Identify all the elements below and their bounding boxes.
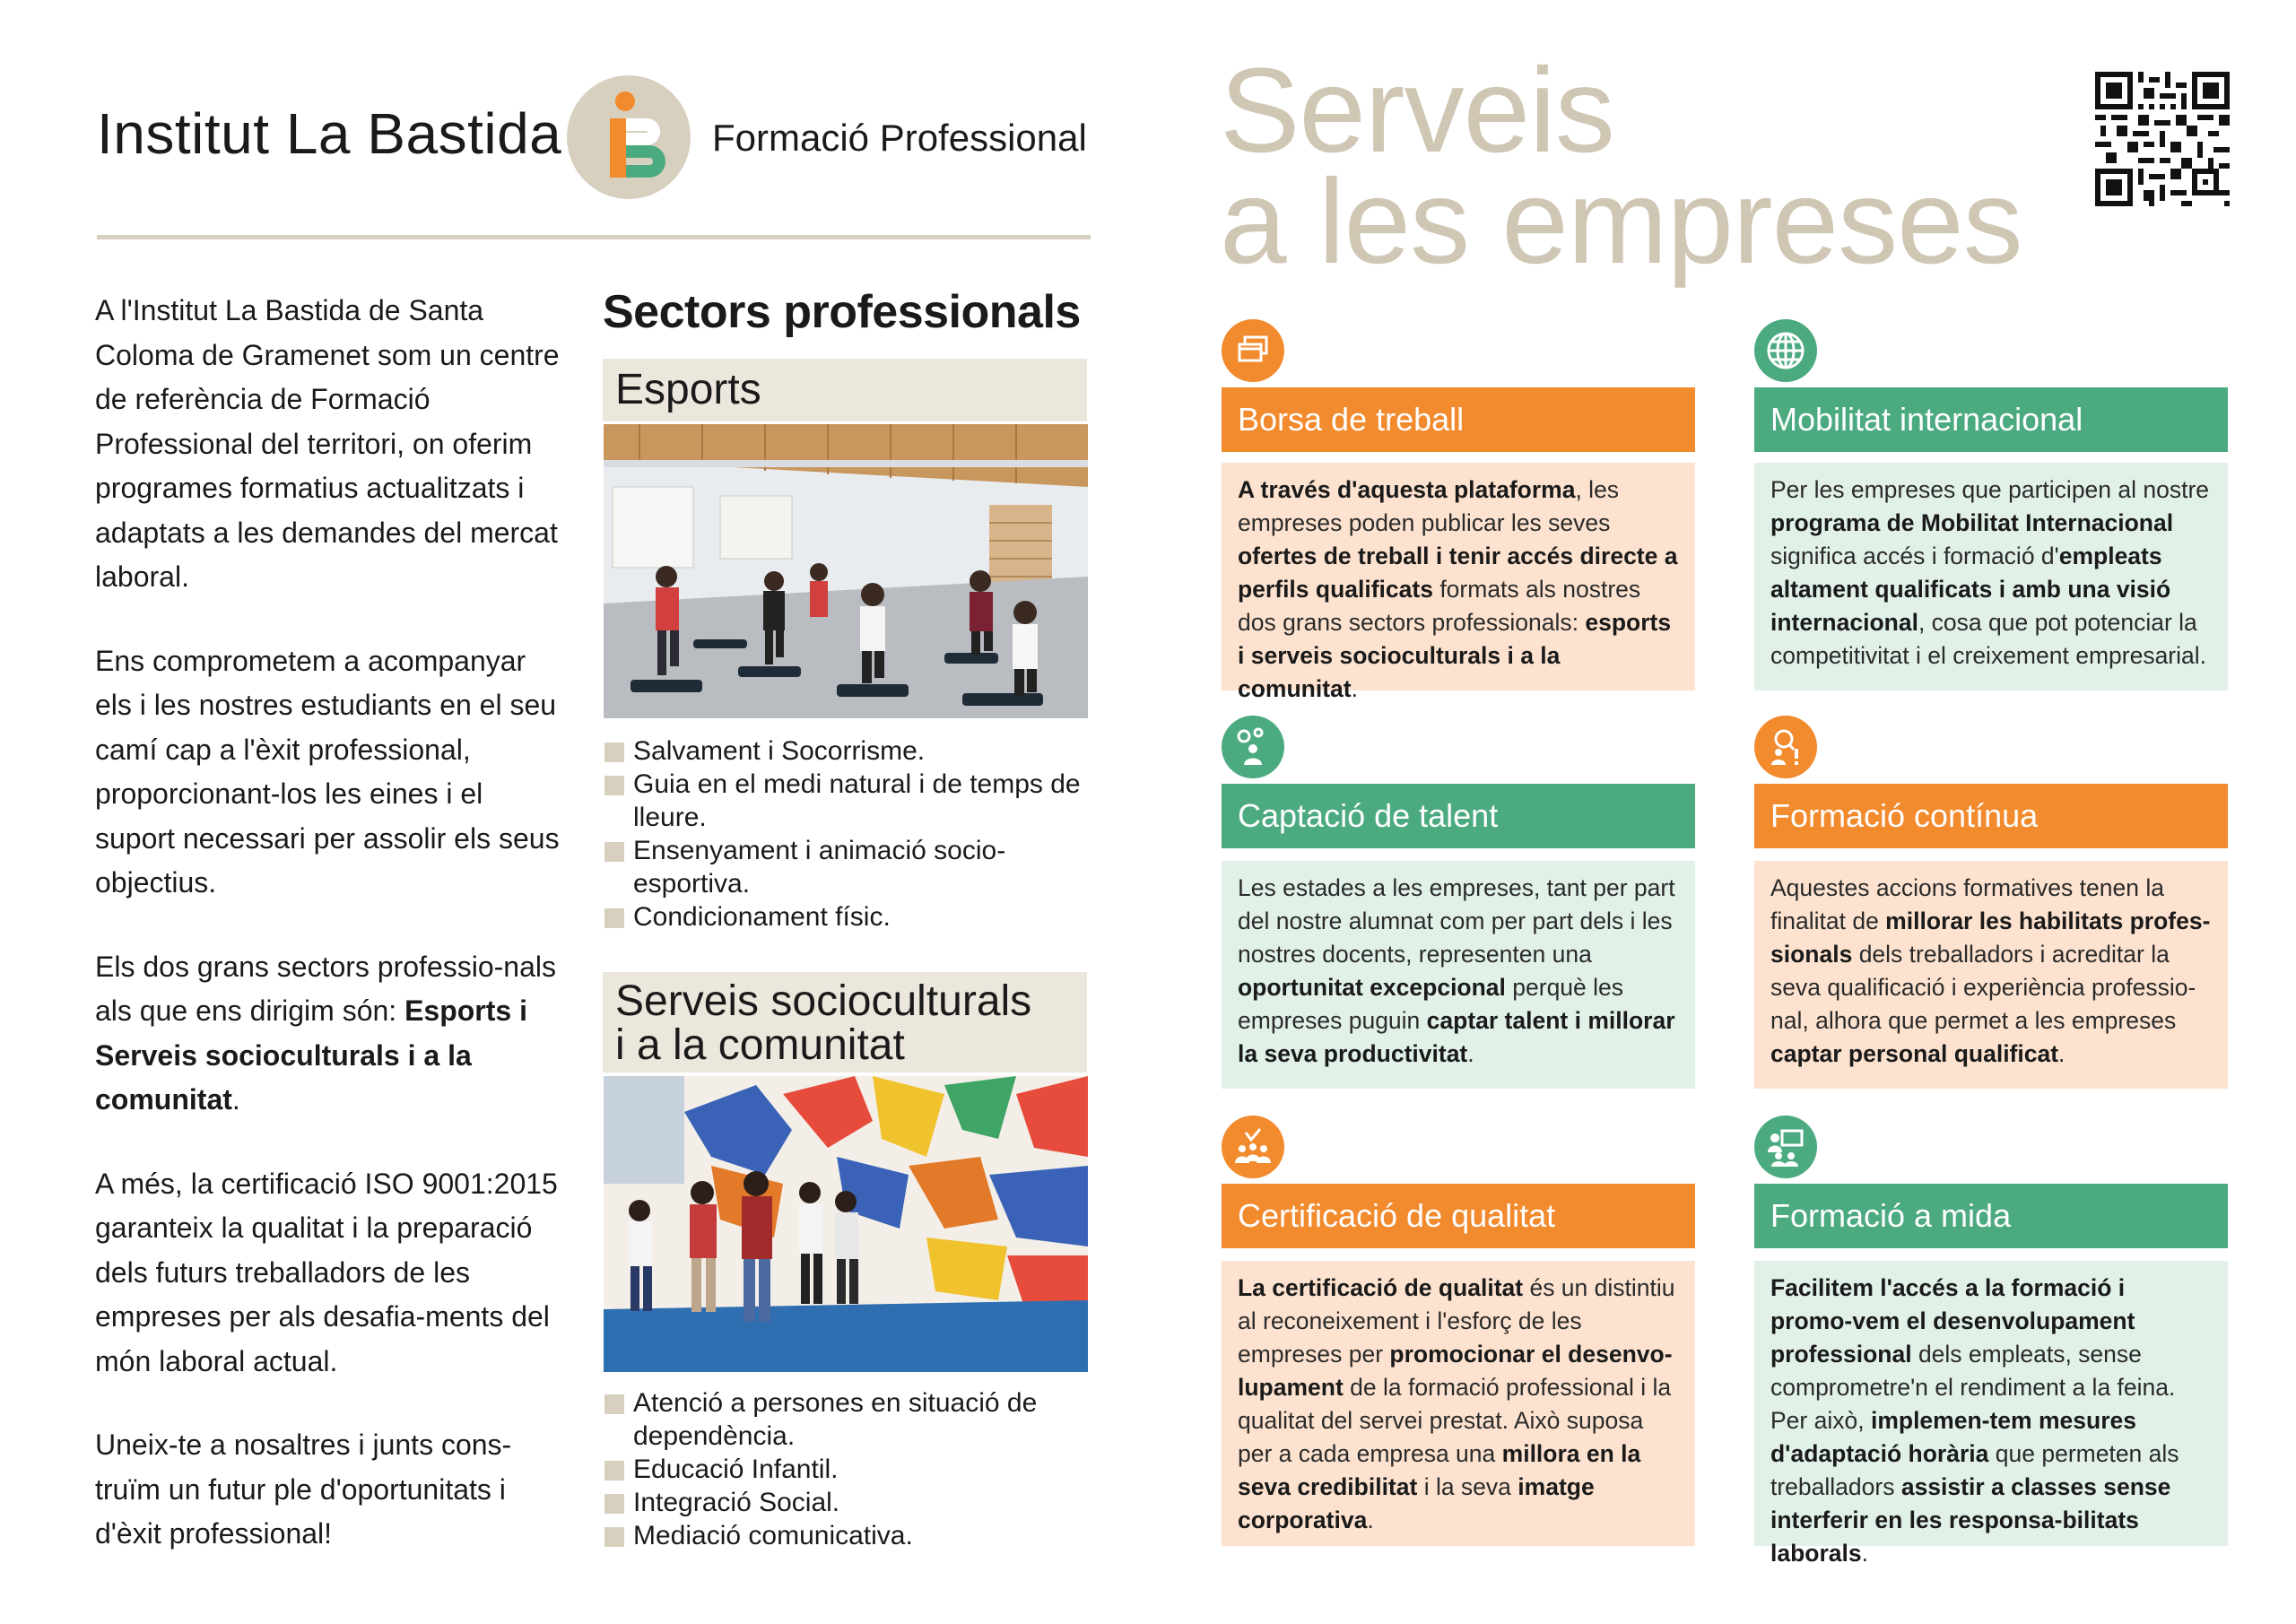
intro-text: [95, 289, 561, 1596]
intro-paragraph-4: A més, la certificació ISO 9001:2015 garanteix la qualitat i la preparació dels futurs treballadors de les empreses per als desafia-ments del món laboral actual.: [95, 1167, 558, 1377]
school-logo: [567, 75, 691, 199]
search-person-icon: [1754, 716, 1817, 778]
card-body: Aquestes accions formatives tenen la finalitat de millorar les habilitats profes-sionals dels treballadors i acreditar la seva qualificació i experiència professio-nal, alhora que permet a les empreses captar personal qualificat.: [1754, 861, 2228, 1089]
card-title: Formació a mida: [1754, 1184, 2228, 1248]
card-body: Per les empreses que participen al nostre programa de Mobilitat Internacional significa accés i formació d'empleats altament qualificats i amb una visió internacional, cosa que pot potenciar la competitivitat i el creixement empresarial.: [1754, 463, 2228, 690]
globe-icon: [1754, 319, 1817, 382]
list-item: Educació Infantil.: [603, 1453, 1105, 1486]
gears-person-icon: [1222, 716, 1284, 778]
card-title: Mobilitat internacional: [1754, 387, 2228, 452]
header-divider: [97, 235, 1091, 239]
school-name: Institut La Bastida: [97, 101, 562, 166]
page-title: Serveis a les empreses: [1220, 44, 2022, 289]
people-check-icon: [1222, 1116, 1284, 1178]
card-title: Formació contínua: [1754, 784, 2228, 848]
list-item: Integració Social.: [603, 1486, 1105, 1519]
socio-list: [603, 1386, 1105, 1552]
card-title: Borsa de treball: [1222, 387, 1695, 452]
list-item: Salvament i Socorrisme.: [603, 734, 1105, 768]
intro-paragraph-3: Els dos grans sectors professio-nals als que ens dirigim són: Esports i Serveis socioculturals i a la comunitat.: [95, 950, 556, 1116]
windows-icon: [1222, 319, 1284, 382]
header-subtitle: Formació Professional: [712, 117, 1087, 159]
esports-list: [603, 734, 1105, 934]
presentation-icon: [1754, 1116, 1817, 1178]
intro-paragraph-2: Ens comprometem a acompanyar els i les nostres estudiants en el seu camí cap a l'èxit professional, proporcionant-los les eines i el suport necessari per assolir els seus objectius.: [95, 644, 560, 899]
list-item: Ensenyament i animació socio-esportiva.: [603, 834, 1105, 900]
card-title: Captació de talent: [1222, 784, 1695, 848]
sector-socio-heading: Serveis socioculturals i a la comunitat: [603, 972, 1087, 1073]
card-body: La certificació de qualitat és un distintiu al reconeixement i l'esforç de les empreses per promocionar el desenvo-lupament de la formació professional i la qualitat del servei prestat. Això suposa per a cada empresa una millora en la seva credibilitat i la seva imatge corporativa.: [1222, 1261, 1695, 1546]
sector-esports-heading: Esports: [603, 359, 1087, 421]
list-item: Atenció a persones en situació de dependència.: [603, 1386, 1105, 1453]
intro-paragraph-1: A l'Institut La Bastida de Santa Coloma de Gramenet som un centre de referència de Formació Professional del territori, on oferim programes formatius actualitzats i adaptats a les demandes del mercat laboral.: [95, 294, 560, 593]
card-body: Facilitem l'accés a la formació i promo-vem el desenvolupament professional dels empleats, sense comprometre'n el rendiment a la feina. Per això, implemen-tem mesures d'adaptació horària que permeten als treballadors assistir a classes sense interferir en les responsa-bilitats laborals.: [1754, 1261, 2228, 1546]
card-body: A través d'aquesta plataforma, les empreses poden publicar les seves ofertes de treball i tenir accés directe a perfils qualificats formats als nostres dos grans sectors professionals: esports i serveis socioculturals i a la comunitat.: [1222, 463, 1695, 690]
card-body: Les estades a les empreses, tant per part del nostre alumnat com per part dels i les nostres docents, representen una oportunitat excepcional perquè les empreses puguin captar talent i millorar la seva productivitat.: [1222, 861, 1695, 1089]
card-title: Certificació de qualitat: [1222, 1184, 1695, 1248]
list-item: Guia en el medi natural i de temps de lleure.: [603, 768, 1105, 834]
list-item: Condicionament físic.: [603, 900, 1105, 934]
qr-code-icon[interactable]: [2095, 72, 2230, 206]
esports-photo: [604, 424, 1088, 718]
intro-paragraph-5: Uneix-te a nosaltres i junts cons-truïm un futur ple d'oportunitats i d'èxit professional!: [95, 1429, 512, 1550]
socio-photo: [604, 1076, 1088, 1372]
sectors-title: Sectors professionals: [603, 286, 1081, 338]
list-item: Mediació comunicativa.: [603, 1519, 1105, 1552]
